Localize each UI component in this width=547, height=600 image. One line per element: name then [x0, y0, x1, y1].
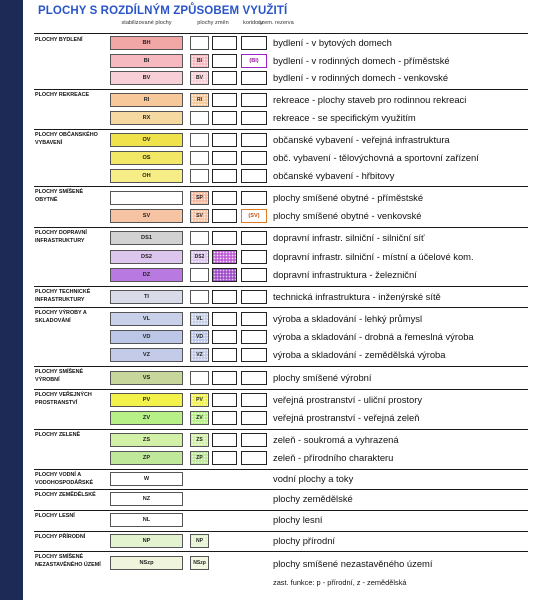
- legend-swatch-reserve: (BI): [241, 54, 267, 68]
- separator-line: [34, 89, 528, 90]
- legend-swatch-change: PV: [190, 393, 209, 407]
- legend-swatch-stabilized: OS: [110, 151, 183, 165]
- legend-swatch-change: [190, 36, 209, 50]
- separator-line: [34, 186, 528, 187]
- separator-line: [34, 551, 528, 552]
- legend-swatch-corridor: [212, 451, 237, 465]
- legend-swatch-corridor: [212, 312, 237, 326]
- legend-swatch-corridor: [212, 71, 237, 85]
- legend-swatch-stabilized: VL: [110, 312, 183, 326]
- legend-swatch-reserve: [241, 348, 267, 362]
- legend-swatch-reserve: [241, 151, 267, 165]
- legend-swatch-change: [190, 371, 209, 385]
- legend-description: plochy smíšené obytné - venkovské: [273, 210, 422, 221]
- legend-swatch-stabilized: ZP: [110, 451, 183, 465]
- legend-swatch-reserve: [241, 36, 267, 50]
- category-label: PLOCHY REKREACE: [35, 92, 90, 98]
- legend-swatch-reserve: [241, 330, 267, 344]
- legend-swatch-stabilized: NZ: [110, 492, 183, 506]
- legend-description: výroba a skladování - lehký průmysl: [273, 313, 423, 324]
- legend-description: rekreace - se specifickým využitím: [273, 112, 416, 123]
- legend-description: dopravní infrastr. silniční - místní a účelové kom.: [273, 251, 474, 262]
- separator-line: [34, 366, 528, 367]
- page-title: PLOCHY S ROZDÍLNÝM ZPŮSOBEM VYUŽITÍ: [38, 5, 288, 17]
- legend-description: výroba a skladování - zemědělská výroba: [273, 349, 446, 360]
- column-header-reserve: územ. rezerva: [258, 20, 294, 26]
- legend-swatch-change: RI: [190, 93, 209, 107]
- legend-swatch-stabilized: NP: [110, 534, 183, 548]
- legend-swatch-reserve: [241, 111, 267, 125]
- separator-line: [34, 469, 528, 470]
- legend-swatch-stabilized: VD: [110, 330, 183, 344]
- legend-swatch-reserve: [241, 411, 267, 425]
- footnote: zast. funkce: p - přírodní, z - zemědělská: [273, 578, 407, 587]
- legend-swatch-change: BI: [190, 54, 209, 68]
- legend-swatch-stabilized: W: [110, 472, 183, 486]
- separator-line: [34, 33, 528, 34]
- separator-line: [34, 286, 528, 287]
- legend-description: dopravní infrastr. silniční - silniční síť: [273, 232, 425, 243]
- legend-swatch-stabilized: ZS: [110, 433, 183, 447]
- legend-swatch-corridor: [212, 348, 237, 362]
- legend-swatch-stabilized: BV: [110, 71, 183, 85]
- legend-swatch-change: SP: [190, 191, 209, 205]
- legend-description: dopravní infrastruktura - železniční: [273, 269, 417, 280]
- legend-description: technická infrastruktura - inženýrské sítě: [273, 291, 441, 302]
- legend-swatch-stabilized: OH: [110, 169, 183, 183]
- legend-swatch-stabilized: TI: [110, 290, 183, 304]
- separator-line: [34, 489, 528, 490]
- legend-swatch-corridor: [212, 330, 237, 344]
- legend-description: bydlení - v bytových domech: [273, 37, 392, 48]
- legend-description: plochy přírodní: [273, 535, 336, 546]
- legend-swatch-change: VZ: [190, 348, 209, 362]
- legend-description: plochy zemědělské: [273, 493, 353, 504]
- legend-swatch-stabilized: ZV: [110, 411, 183, 425]
- legend-description: výroba a skladování - drobná a řemeslná výroba: [273, 331, 474, 342]
- separator-line: [34, 389, 528, 390]
- category-label: PLOCHY OBČANSKÉHO VYBAVENÍ: [35, 132, 98, 146]
- legend-swatch-change: [190, 151, 209, 165]
- legend-swatch-stabilized: OV: [110, 133, 183, 147]
- category-label: PLOCHY TECHNICKÉ INFRASTRUKTURY: [35, 289, 91, 303]
- legend-swatch-reserve: [241, 290, 267, 304]
- legend-swatch-corridor: [212, 268, 237, 282]
- legend-swatch-corridor: [212, 111, 237, 125]
- legend-swatch-reserve: [241, 133, 267, 147]
- separator-line: [34, 429, 528, 430]
- legend-swatch-stabilized: DZ: [110, 268, 183, 282]
- category-label: PLOCHY VEŘEJNÝCH PROSTRANSTVÍ: [35, 392, 92, 406]
- legend-swatch-corridor: [212, 209, 237, 223]
- legend-swatch-reserve: [241, 231, 267, 245]
- legend-swatch-reserve: [241, 250, 267, 264]
- category-label: PLOCHY ZEMĚDĚLSKÉ: [35, 492, 96, 498]
- legend-swatch-stabilized: NSzp: [110, 556, 183, 570]
- separator-line: [34, 510, 528, 511]
- legend-swatch-corridor: [212, 290, 237, 304]
- separator-line: [34, 531, 528, 532]
- legend-description: zeleň - přírodního charakteru: [273, 452, 394, 463]
- legend-swatch-reserve: [241, 312, 267, 326]
- legend-swatch-reserve: [241, 371, 267, 385]
- legend-swatch-change: [190, 268, 209, 282]
- column-header-corridors: koridory: [243, 20, 263, 26]
- category-label: PLOCHY VÝROBY A SKLADOVÁNÍ: [35, 310, 87, 324]
- category-label: PLOCHY LESNÍ: [35, 513, 75, 519]
- legend-swatch-reserve: [241, 393, 267, 407]
- legend-swatch-reserve: [241, 93, 267, 107]
- column-header-stabilized: stabilizované plochy: [121, 20, 172, 26]
- category-label: PLOCHY SMÍŠENÉ NEZASTAVĚNÉHO ÚZEMÍ: [35, 554, 101, 568]
- legend-swatch-corridor: [212, 433, 237, 447]
- legend-description: obč. vybavení - tělovýchovná a sportovní zařízení: [273, 152, 479, 163]
- legend-swatch-change: [190, 290, 209, 304]
- legend-swatch-reserve: [241, 451, 267, 465]
- legend-swatch-stabilized: RX: [110, 111, 183, 125]
- legend-swatch-stabilized: NL: [110, 513, 183, 527]
- legend-description: plochy smíšené výrobní: [273, 372, 372, 383]
- column-header-changes: plochy změn: [197, 20, 229, 26]
- legend-description: vodní plochy a toky: [273, 473, 354, 484]
- category-label: PLOCHY ZELENĚ: [35, 432, 81, 438]
- category-label: PLOCHY DOPRAVNÍ INFRASTRUKTURY: [35, 230, 87, 244]
- legend-description: občanské vybavení - veřejná infrastruktura: [273, 134, 450, 145]
- legend-swatch-corridor: [212, 393, 237, 407]
- legend-swatch-reserve: [241, 433, 267, 447]
- left-accent-bar: [0, 0, 23, 600]
- legend-swatch-change: DS2: [190, 250, 209, 264]
- legend-swatch-stabilized: DS1: [110, 231, 183, 245]
- legend-swatch-change: VD: [190, 330, 209, 344]
- legend-swatch-change: NSzp: [190, 556, 209, 570]
- legend-swatch-change: [190, 231, 209, 245]
- legend-swatch-stabilized: RI: [110, 93, 183, 107]
- legend-swatch-corridor: [212, 169, 237, 183]
- legend-swatch-stabilized: VS: [110, 371, 183, 385]
- legend-description: plochy lesní: [273, 514, 323, 525]
- legend-swatch-stabilized: BI: [110, 54, 183, 68]
- legend-swatch-change: VL: [190, 312, 209, 326]
- legend-swatch-change: [190, 133, 209, 147]
- legend-description: veřejná prostranství - veřejná zeleň: [273, 412, 420, 423]
- legend-swatch-change: SV: [190, 209, 209, 223]
- legend-swatch-change: ZP: [190, 451, 209, 465]
- legend-swatch-corridor: [212, 93, 237, 107]
- legend-swatch-corridor: [212, 231, 237, 245]
- legend-swatch-reserve: [241, 71, 267, 85]
- legend-swatch-change: NP: [190, 534, 209, 548]
- legend-swatch-stabilized: [110, 191, 183, 205]
- category-label: PLOCHY SMÍŠENÉ OBYTNÉ: [35, 189, 84, 203]
- legend-swatch-corridor: [212, 250, 237, 264]
- legend-swatch-corridor: [212, 371, 237, 385]
- legend-description: bydlení - v rodinných domech - příměstské: [273, 55, 450, 66]
- legend-swatch-stabilized: SV: [110, 209, 183, 223]
- legend-swatch-stabilized: VZ: [110, 348, 183, 362]
- legend-swatch-corridor: [212, 36, 237, 50]
- legend-swatch-reserve: [241, 268, 267, 282]
- legend-swatch-change: [190, 111, 209, 125]
- legend-swatch-stabilized: PV: [110, 393, 183, 407]
- legend-description: veřejná prostranství - uliční prostory: [273, 394, 423, 405]
- legend-description: plochy smíšené nezastavěného území: [273, 558, 433, 569]
- legend-swatch-reserve: (SV): [241, 209, 267, 223]
- legend-description: zeleň - soukromá a vyhrazená: [273, 434, 399, 445]
- category-label: PLOCHY VODNÍ A VODOHOSPODÁŘSKÉ: [35, 472, 94, 486]
- legend-swatch-stabilized: DS2: [110, 250, 183, 264]
- category-label: PLOCHY SMÍŠENÉ VÝROBNÍ: [35, 369, 84, 383]
- legend-description: bydlení - v rodinných domech - venkovské: [273, 72, 449, 83]
- legend-swatch-reserve: [241, 169, 267, 183]
- legend-swatch-corridor: [212, 191, 237, 205]
- category-label: PLOCHY PŘÍRODNÍ: [35, 534, 86, 540]
- legend-description: rekreace - plochy staveb pro rodinnou rekreaci: [273, 94, 467, 105]
- legend-swatch-stabilized: BH: [110, 36, 183, 50]
- legend-swatch-corridor: [212, 54, 237, 68]
- legend-description: plochy smíšené obytné - příměstské: [273, 192, 424, 203]
- legend-swatch-change: ZS: [190, 433, 209, 447]
- legend-swatch-change: ZV: [190, 411, 209, 425]
- legend-description: občanské vybavení - hřbitovy: [273, 170, 395, 181]
- separator-line: [34, 307, 528, 308]
- legend-swatch-corridor: [212, 151, 237, 165]
- legend-swatch-reserve: [241, 191, 267, 205]
- separator-line: [34, 227, 528, 228]
- legend-swatch-change: BV: [190, 71, 209, 85]
- legend-swatch-change: [190, 169, 209, 183]
- category-label: PLOCHY BYDLENÍ: [35, 37, 83, 43]
- legend-swatch-corridor: [212, 133, 237, 147]
- legend-swatch-corridor: [212, 411, 237, 425]
- separator-line: [34, 129, 528, 130]
